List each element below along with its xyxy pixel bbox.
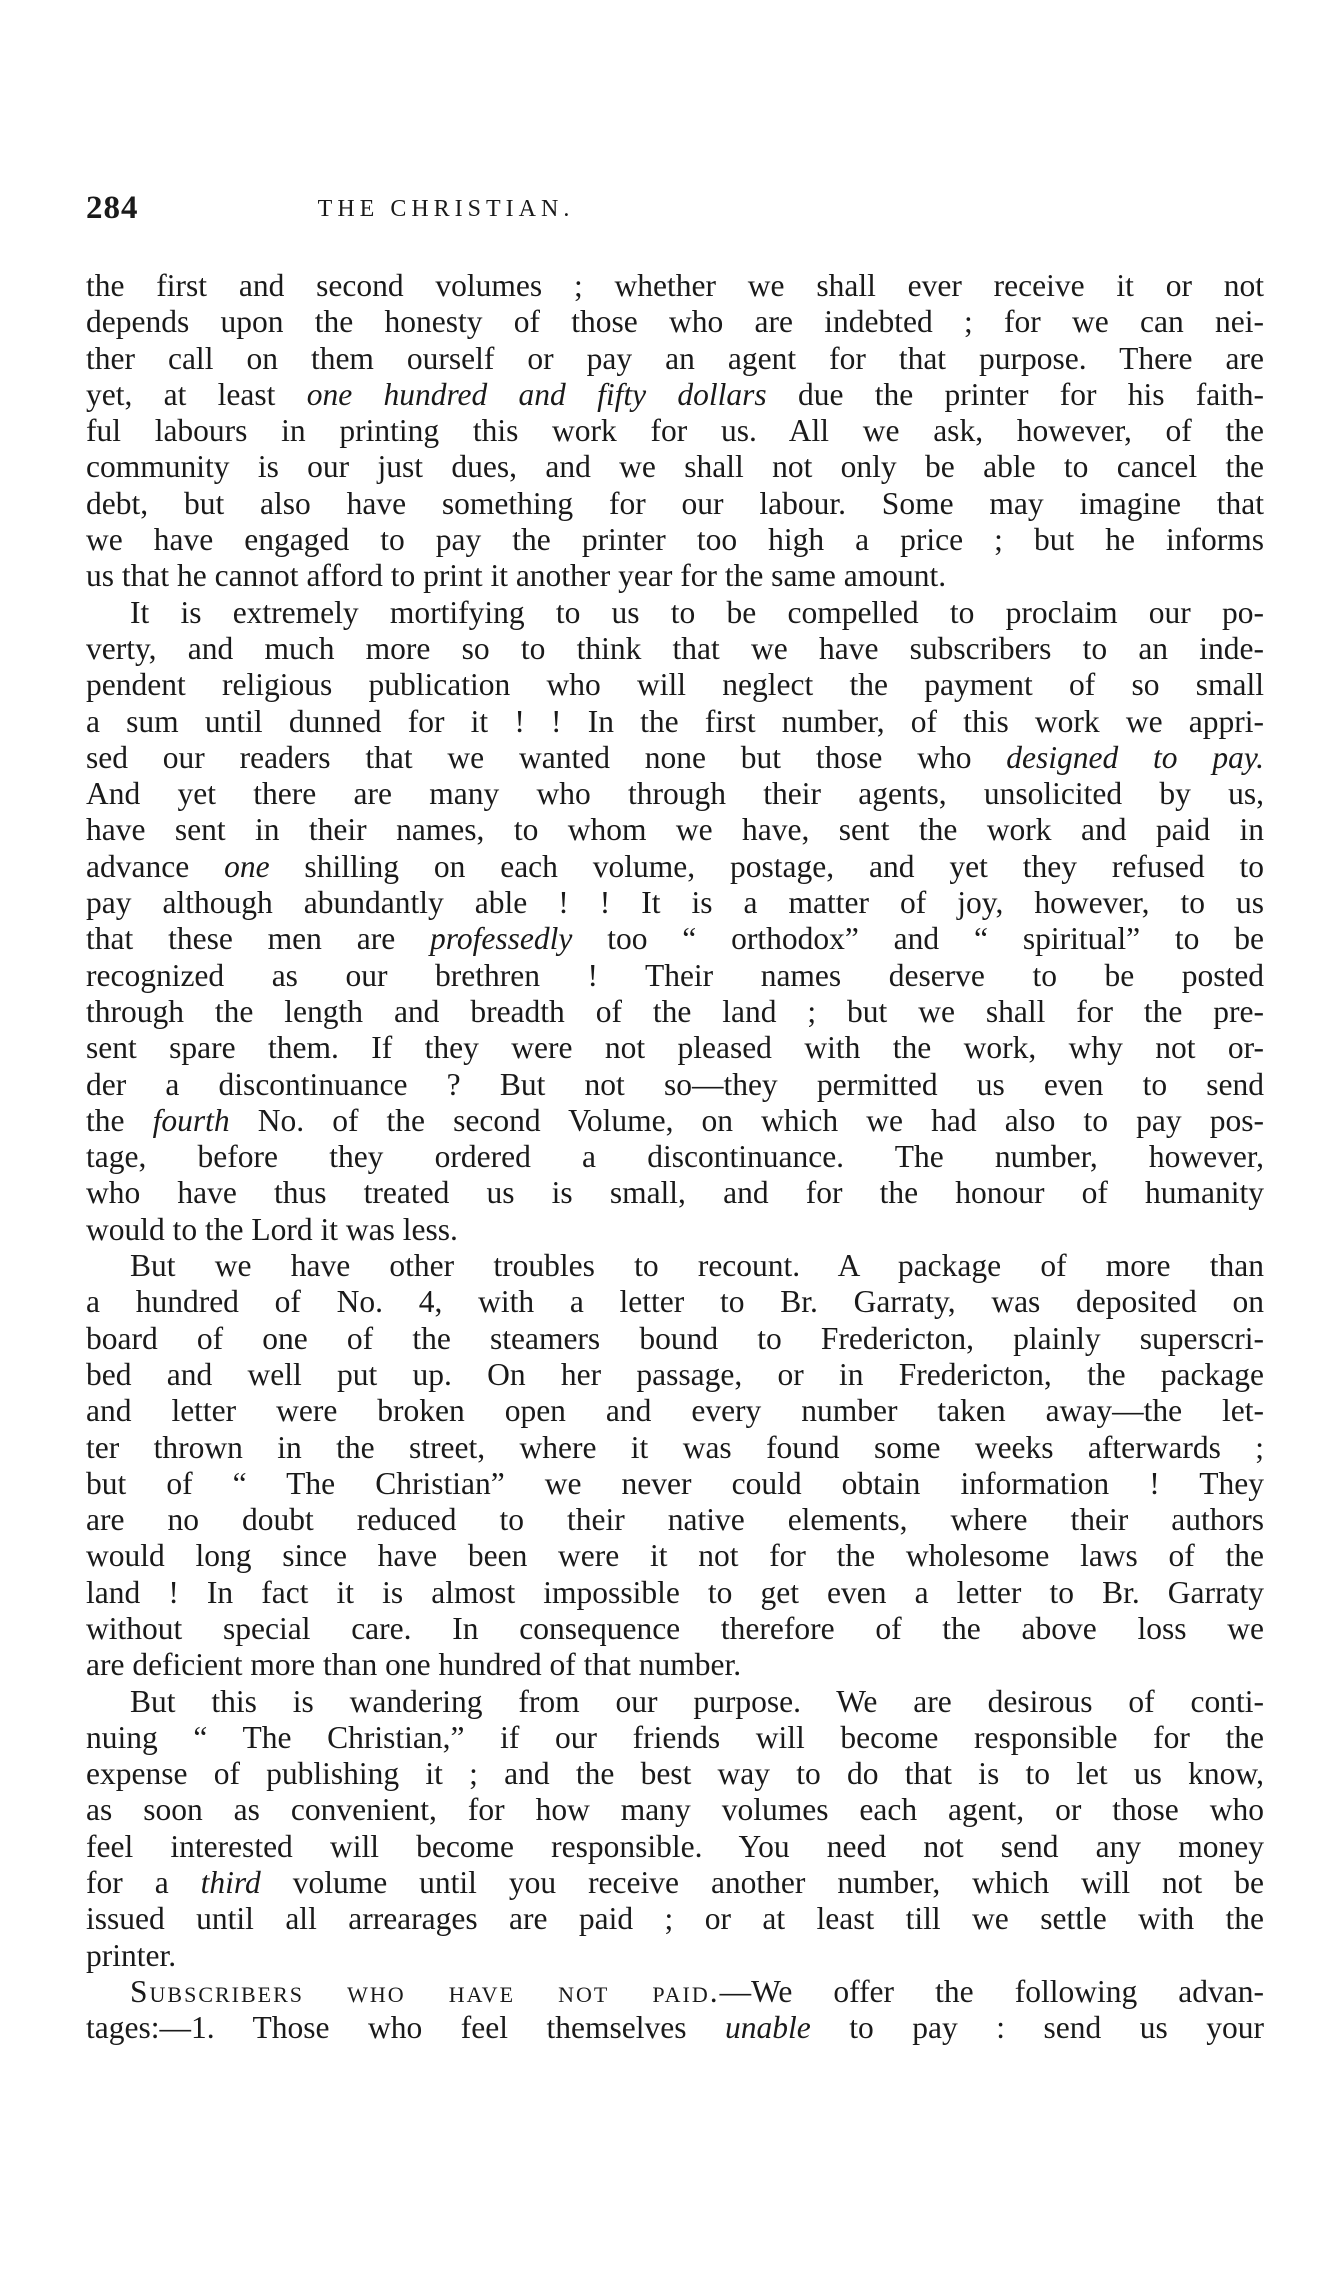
text-line: through the length and breadth of the land ; but we shall for the pre- <box>86 993 1264 1029</box>
text-line: printer. <box>86 1937 177 1973</box>
text-line: debt, but also have something for our labour. Some may imagine that <box>86 485 1264 521</box>
text-line: bed and well put up. On her passage, or in Fredericton, the package <box>86 1356 1264 1392</box>
text-line: ter thrown in the street, where it was found some weeks afterwards ; <box>86 1429 1264 1465</box>
text-line: pendent religious publication who will neglect the payment of so small <box>86 667 1264 703</box>
text-line: community is our just dues, and we shall not only be able to cancel the <box>86 449 1264 485</box>
text-line: der a discontinuance ? But not so—they permitted us even to send <box>86 1066 1264 1102</box>
text-line: have sent in their names, to whom we have, sent the work and paid in <box>86 812 1264 848</box>
text-line: land ! In fact it is almost impossible to get even a letter to Br. Garraty <box>86 1574 1264 1610</box>
text-line: issued until all arrearages are paid ; or at least till we settle with the <box>86 1901 1264 1937</box>
text-line: feel interested will become responsible. You need not send any money <box>86 1828 1264 1864</box>
text-line: and letter were broken open and every number taken away—the let- <box>86 1393 1264 1429</box>
text-line: sed our readers that we wanted none but those who designed to pay. <box>86 739 1264 775</box>
text-line: advance one shilling on each volume, postage, and yet they refused to <box>86 848 1264 884</box>
paragraph-start-line: But we have other troubles to recount. A package of more than <box>130 1248 1264 1284</box>
paragraph-start-line: Subscribers who have not paid.—We offer the following advan- <box>130 1973 1264 2009</box>
page-header <box>86 190 1266 230</box>
body-text <box>86 268 1264 2047</box>
paragraph-start-line: But this is wandering from our purpose. We are desirous of conti- <box>130 1683 1264 1719</box>
paragraph-start-line: It is extremely mortifying to us to be compelled to proclaim our po- <box>130 594 1264 630</box>
text-line: would to the Lord it was less. <box>86 1211 458 1247</box>
text-line: ful labours in printing this work for us. All we ask, however, of the <box>86 413 1264 449</box>
text-line: verty, and much more so to think that we have subscribers to an inde- <box>86 630 1264 666</box>
text-line: board of one of the steamers bound to Fredericton, plainly superscri- <box>86 1320 1264 1356</box>
text-line: sent spare them. If they were not pleased with the work, why not or- <box>86 1030 1264 1066</box>
text-line: nuing “ The Christian,” if our friends will become responsible for the <box>86 1719 1264 1755</box>
text-line: depends upon the honesty of those who are indebted ; for we can nei- <box>86 304 1264 340</box>
text-line: recognized as our brethren ! Their names deserve to be posted <box>86 957 1264 993</box>
text-line: that these men are professedly too “ orthodox” and “ spiritual” to be <box>86 921 1264 957</box>
text-line: as soon as convenient, for how many volumes each agent, or those who <box>86 1792 1264 1828</box>
text-line: without special care. In consequence therefore of the above loss we <box>86 1610 1264 1646</box>
text-line: are deficient more than one hundred of that number. <box>86 1647 742 1683</box>
text-line: would long since have been were it not for the wholesome laws of the <box>86 1538 1264 1574</box>
text-line: we have engaged to pay the printer too high a price ; but he informs <box>86 522 1264 558</box>
text-line: who have thus treated us is small, and for the honour of humanity <box>86 1175 1264 1211</box>
text-line: the first and second volumes ; whether we shall ever receive it or not <box>86 268 1264 303</box>
text-line: for a third volume until you receive another number, which will not be <box>86 1865 1264 1901</box>
text-line: a sum until dunned for it ! ! In the first number, of this work we appri- <box>86 703 1264 739</box>
text-line: yet, at least one hundred and fifty dollars due the printer for his faith- <box>86 376 1265 412</box>
page-number: 284 <box>86 190 139 226</box>
text-line: pay although abundantly able ! ! It is a matter of joy, however, to us <box>86 885 1264 921</box>
text-line: but of “ The Christian” we never could obtain information ! They <box>86 1465 1264 1501</box>
text-line: ther call on them ourself or pay an agent for that purpose. There are <box>86 340 1264 376</box>
text-line: a hundred of No. 4, with a letter to Br. Garraty, was deposited on <box>86 1284 1264 1320</box>
text-line: tages:—1. Those who feel themselves unable to pay : send us your <box>86 2010 1264 2046</box>
text-line: expense of publishing it ; and the best way to do that is to let us know, <box>86 1756 1264 1792</box>
text-line: are no doubt reduced to their native elements, where their authors <box>86 1502 1264 1538</box>
text-line: tage, before they ordered a discontinuance. The number, however, <box>86 1139 1264 1175</box>
running-title: THE CHRISTIAN. <box>317 196 575 222</box>
text-line: the fourth No. of the second Volume, on which we had also to pay pos- <box>86 1102 1264 1138</box>
text-line: us that he cannot afford to print it another year for the same amount. <box>86 558 947 594</box>
text-line: And yet there are many who through their agents, unsolicited by us, <box>86 776 1264 812</box>
